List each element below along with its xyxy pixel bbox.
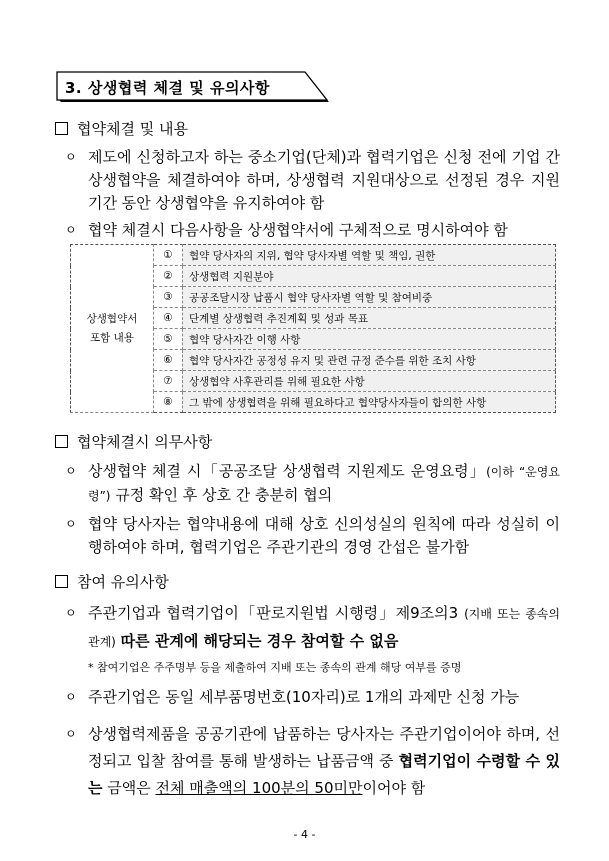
- circle-bullet-icon: ㅇ: [65, 223, 77, 237]
- table-cell-description: 협약 당사자간 공정성 유지 및 관련 규정 준수를 위한 조치 사항: [183, 350, 556, 371]
- circle-bullet-icon: ㅇ: [65, 517, 77, 531]
- list-item: ㅇ 상생협력제품을 공공기관에 납품하는 당사자는 주관기업이어야 하며, 선정되고 입찰 참여를 통해 발생하는 납품금액 중 협력기업이 수령할 수 있는 금액은 전체 매출액의 100분의 50미만이어야 함: [65, 721, 560, 802]
- table-label-line: 포함 내용: [90, 331, 134, 344]
- table-cell-description: 협약 당사자의 지위, 협약 당사자별 역할 및 책임, 권한: [183, 245, 556, 266]
- list-item: ㅇ 협약 체결시 다음사항을 상생협약서에 구체적으로 명시하여야 함: [65, 219, 560, 242]
- table-cell-description: 협약 당사자간 이행 사항: [183, 329, 556, 350]
- list-item: ㅇ 주관기업과 협력기업이「판로지원법 시행령」제9조의3 (지배 또는 종속의 관계) 따른 관계에 해당되는 경우 참여할 수 없음: [65, 600, 560, 656]
- table-cell-number: ⑦: [154, 371, 183, 392]
- table-cell-description: 단계별 상생협력 추진계획 및 성과 목표: [183, 308, 556, 329]
- square-bullet-icon: [55, 575, 68, 588]
- square-bullet-icon: [55, 122, 68, 135]
- section-title: 3. 상생협력 체결 및 유의사항: [65, 79, 270, 97]
- list-item: ㅇ 협약 당사자는 협약내용에 대해 상호 신의성실의 원칙에 따라 성실히 이행하여야 하며, 협력기업은 주관기관의 경영 간섭은 불가함: [65, 515, 560, 556]
- table-cell-description: 그 밖에 상생협력을 위해 필요하다고 협약당사자들이 합의한 사항: [183, 392, 556, 413]
- table-cell-number: ③: [154, 287, 183, 308]
- circle-bullet-icon: ㅇ: [65, 464, 77, 478]
- page-number: - 4 -: [293, 828, 316, 841]
- table-cell-description: 상생협력 지원분야: [183, 266, 556, 287]
- table-label-line: 상생협약서: [86, 312, 138, 325]
- agreement-contents-table: [70, 244, 556, 413]
- footnote: * 참여기업은 주주명부 등을 제출하여 지배 또는 종속의 관계 해당 여부를 증명: [88, 661, 462, 674]
- circle-bullet-icon: ㅇ: [65, 606, 77, 620]
- table-cell-number: ①: [154, 245, 183, 266]
- list-item: ㅇ 주관기업은 동일 세부품명번호(10자리)로 1개의 과제만 신청 가능: [65, 686, 560, 709]
- subsection-heading-obligations: 협약체결시 의무사항: [55, 431, 212, 452]
- table-cell-description: 상생협약 사후관리를 위해 필요한 사항: [183, 371, 556, 392]
- list-item: ㅇ 제도에 신청하고자 하는 중소기업(단체)과 협력기업은 신청 전에 기업 간 상생협약을 체결하여야 하며, 상생협력 지원대상으로 선정된 경우 지원기간 동안 상생협약을 유지하여야 함: [65, 148, 560, 212]
- table-row: [71, 245, 556, 266]
- circle-bullet-icon: ㅇ: [65, 150, 77, 164]
- table-cell-number: ②: [154, 266, 183, 287]
- table-cell-number: ⑥: [154, 350, 183, 371]
- square-bullet-icon: [55, 435, 68, 448]
- table-cell-description: 공공조달시장 납품시 협약 당사자별 역할 및 참여비중: [183, 287, 556, 308]
- subsection-heading-agreement: 협약체결 및 내용: [55, 118, 188, 139]
- circle-bullet-icon: ㅇ: [65, 690, 77, 704]
- table-cell-number: ⑤: [154, 329, 183, 350]
- table-cell-number: ⑧: [154, 392, 183, 413]
- subsection-heading-cautions: 참여 유의사항: [55, 571, 169, 592]
- table-row-label: [71, 245, 154, 413]
- circle-bullet-icon: ㅇ: [65, 727, 77, 741]
- list-item: ㅇ 상생협약 체결 시「공공조달 상생협력 지원제도 운영요령」(이하 “운영요령”) 규정 확인 후 상호 간 충분히 협의: [65, 462, 560, 504]
- table-cell-number: ④: [154, 308, 183, 329]
- section-title-banner: [55, 70, 330, 102]
